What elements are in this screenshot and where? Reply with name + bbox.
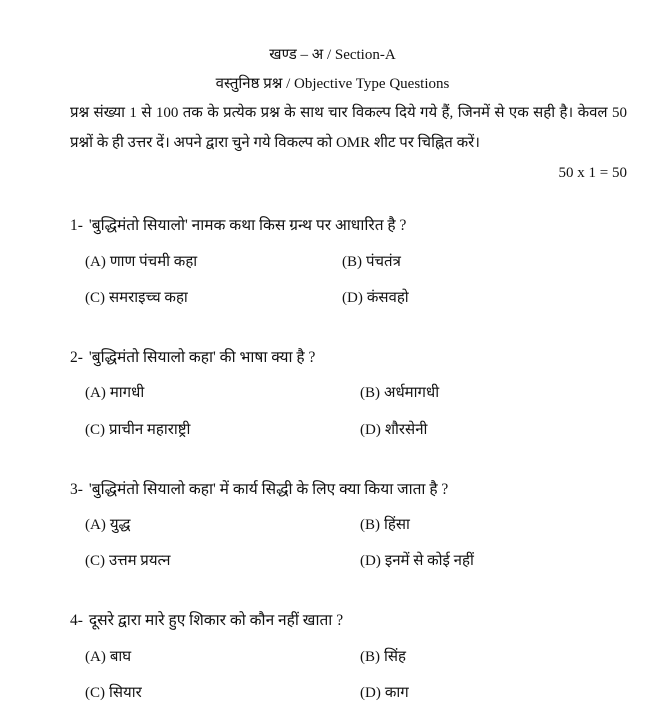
- instructions-paragraph: प्रश्न संख्या 1 से 100 तक के प्रत्येक प्रश्न के साथ चार विकल्प दिये गये हैं, जिनमें से एक सही है। केवल 50 प्रश्नों के ही उत्तर दें। अपने द्वारा चुने गये विकल्प को OMR शीट पर चिह्नित करें।: [70, 105, 627, 151]
- question-4-option-a: [85, 646, 131, 666]
- question-3: [70, 477, 630, 499]
- question-type-heading: [0, 73, 665, 93]
- question-number: 1-: [70, 217, 83, 234]
- option-key: (C): [85, 422, 105, 438]
- question-1-option-a: [85, 251, 197, 271]
- question-type-separator: /: [286, 76, 291, 92]
- option-text: सिंह: [384, 649, 406, 665]
- question-number: 4-: [70, 612, 83, 629]
- section-heading-hindi: खण्ड – अ: [269, 47, 324, 63]
- option-key: (A): [85, 385, 106, 401]
- option-text: इनमें से कोई नहीं: [384, 553, 474, 569]
- question-3-option-a: [85, 514, 131, 534]
- option-key: (D): [360, 422, 381, 438]
- question-1-option-c: [85, 287, 188, 307]
- question-3-option-d: [360, 550, 474, 570]
- section-heading-english: Section-A: [334, 47, 396, 63]
- option-text: शौरसेनी: [384, 422, 428, 438]
- question-text: 'बुद्धिमंतो सियालो कहा' की भाषा क्या है ?: [88, 349, 316, 366]
- option-text: हिंसा: [384, 517, 410, 533]
- question-type-english: Objective Type Questions: [294, 76, 450, 92]
- question-1-option-b: [342, 251, 401, 271]
- option-text: णाण पंचमी कहा: [109, 254, 198, 270]
- option-key: (C): [85, 290, 105, 306]
- option-key: (A): [85, 517, 106, 533]
- question-3-option-b: [360, 514, 410, 534]
- question-number: 3-: [70, 481, 83, 498]
- option-text: बाघ: [109, 649, 132, 665]
- option-text: युद्ध: [109, 517, 131, 533]
- option-key: (D): [360, 685, 381, 701]
- marks-scheme: 50 x 1 = 50: [558, 165, 627, 181]
- question-4: [70, 608, 630, 630]
- option-key: (B): [342, 254, 362, 270]
- question-4-option-d: [360, 682, 409, 702]
- option-text: मागधी: [109, 385, 145, 401]
- option-key: (D): [360, 553, 381, 569]
- question-1: [70, 213, 630, 235]
- question-2-option-a: [85, 382, 144, 402]
- option-key: (B): [360, 385, 380, 401]
- question-2-option-c: [85, 419, 190, 439]
- option-key: (A): [85, 254, 106, 270]
- option-text: सियार: [109, 685, 142, 701]
- question-4-option-c: [85, 682, 142, 702]
- question-1-option-d: [342, 287, 409, 307]
- section-heading: [0, 44, 665, 64]
- option-text: समराइच्च कहा: [109, 290, 188, 306]
- option-text: उत्तम प्रयत्न: [109, 553, 171, 569]
- question-text: दूसरे द्वारा मारे हुए शिकार को कौन नहीं खाता ?: [88, 612, 344, 629]
- option-text: प्राचीन महाराष्ट्री: [109, 422, 191, 438]
- question-2-option-d: [360, 419, 427, 439]
- section-heading-separator: /: [326, 47, 332, 63]
- option-key: (D): [342, 290, 363, 306]
- question-3-option-c: [85, 550, 170, 570]
- option-key: (C): [85, 685, 105, 701]
- option-text: अर्धमागधी: [384, 385, 440, 401]
- question-2: [70, 345, 630, 367]
- question-number: 2-: [70, 349, 83, 366]
- option-key: (A): [85, 649, 106, 665]
- question-2-option-b: [360, 382, 439, 402]
- option-key: (B): [360, 517, 380, 533]
- question-text: 'बुद्धिमंतो सियालो' नामक कथा किस ग्रन्थ पर आधारित है ?: [88, 217, 407, 234]
- option-text: पंचतंत्र: [366, 254, 401, 270]
- option-text: काग: [384, 685, 409, 701]
- question-text: 'बुद्धिमंतो सियालो कहा' में कार्य सिद्धी के लिए क्या किया जाता है ?: [88, 481, 449, 498]
- question-type-hindi: वस्तुनिष्ठ प्रश्न: [215, 76, 283, 92]
- question-4-option-b: [360, 646, 406, 666]
- option-key: (C): [85, 553, 105, 569]
- option-key: (B): [360, 649, 380, 665]
- option-text: कंसवहो: [366, 290, 409, 306]
